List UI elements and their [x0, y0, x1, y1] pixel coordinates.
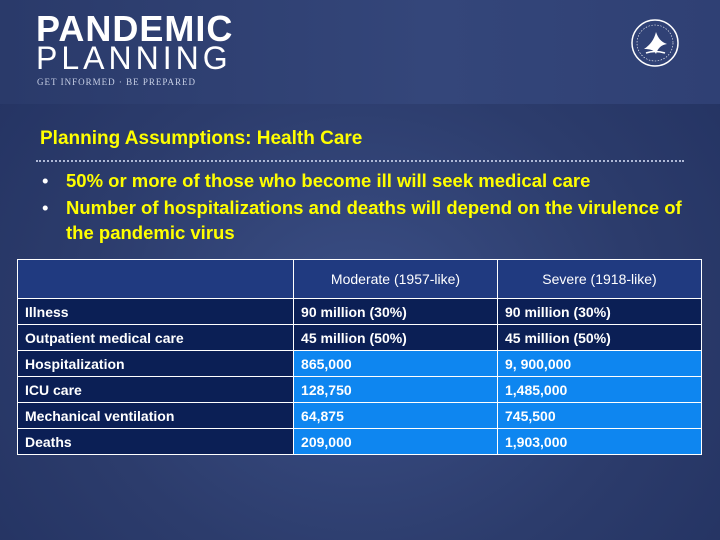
table-header-row	[18, 260, 702, 299]
bullet-list	[40, 168, 700, 247]
logo-tagline: GET INFORMED · BE PREPARED	[37, 77, 197, 87]
severe-value: 90 million (30%)	[498, 299, 702, 325]
slide-title: Planning Assumptions: Health Care	[40, 128, 363, 149]
table-row	[18, 429, 702, 455]
row-label: Mechanical ventilation	[18, 403, 294, 429]
table-row	[18, 299, 702, 325]
logo-title-line1: PANDEMIC	[36, 8, 234, 49]
row-label: Illness	[18, 299, 294, 325]
moderate-value: 128,750	[294, 377, 498, 403]
severe-value: 45 million (50%)	[498, 325, 702, 351]
table-row	[18, 403, 702, 429]
row-label: Outpatient medical care	[18, 325, 294, 351]
bullet-text: 50% or more of those who become ill will seek medical care	[66, 170, 591, 191]
bullet-text: Number of hospitalizations and deaths will depend on the virulence of the pandemic virus	[66, 197, 682, 243]
table-row	[18, 351, 702, 377]
column-header-moderate: Moderate (1957-like)	[294, 260, 498, 299]
row-label: Deaths	[18, 429, 294, 455]
bullet-dot-icon: •	[42, 170, 49, 191]
column-header-severe: Severe (1918-like)	[498, 260, 702, 299]
table-row	[18, 377, 702, 403]
severe-value: 9, 900,000	[498, 351, 702, 377]
bullet-item	[40, 195, 700, 245]
moderate-value: 865,000	[294, 351, 498, 377]
logo-title-line2: PLANNING	[36, 40, 232, 76]
moderate-value: 64,875	[294, 403, 498, 429]
moderate-value: 90 million (30%)	[294, 299, 498, 325]
hhs-eagle-seal-icon	[630, 18, 680, 68]
severe-value: 1,485,000	[498, 377, 702, 403]
table-header-corner	[18, 260, 294, 299]
bullet-dot-icon: •	[42, 197, 49, 218]
title-divider	[36, 160, 684, 162]
moderate-value: 209,000	[294, 429, 498, 455]
severe-value: 1,903,000	[498, 429, 702, 455]
severe-value: 745,500	[498, 403, 702, 429]
bullet-item	[40, 168, 700, 193]
row-label: Hospitalization	[18, 351, 294, 377]
health-care-table	[17, 259, 702, 455]
table-row	[18, 325, 702, 351]
slide-header	[0, 0, 720, 104]
moderate-value: 45 million (50%)	[294, 325, 498, 351]
row-label: ICU care	[18, 377, 294, 403]
